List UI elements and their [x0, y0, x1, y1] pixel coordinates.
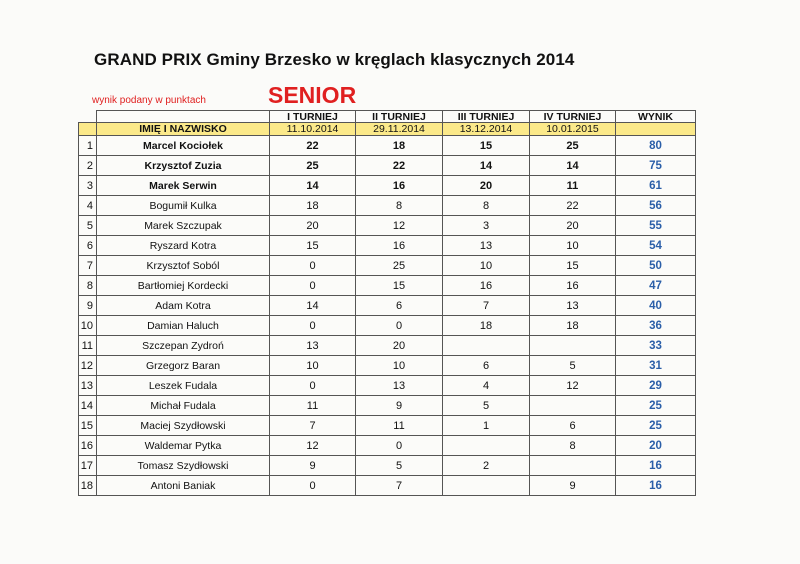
total-cell: 29	[616, 376, 696, 396]
score-t3-cell	[443, 476, 530, 496]
score-t4-cell: 9	[530, 476, 616, 496]
score-t4-cell: 15	[530, 256, 616, 276]
table-row	[79, 476, 696, 496]
score-t2-cell: 0	[356, 436, 443, 456]
name-cell: Marek Szczupak	[97, 216, 270, 236]
score-t1-cell: 10	[270, 356, 356, 376]
place-cell: 14	[79, 396, 97, 416]
score-t1-cell: 15	[270, 236, 356, 256]
date-t2: 29.11.2014	[356, 123, 443, 136]
score-t3-cell: 5	[443, 396, 530, 416]
total-cell: 16	[616, 456, 696, 476]
score-unit-note: wynik podany w punktach	[92, 95, 206, 106]
place-cell: 2	[79, 156, 97, 176]
score-t3-cell	[443, 336, 530, 356]
score-t1-cell: 13	[270, 336, 356, 356]
score-t1-cell: 22	[270, 136, 356, 156]
score-t4-cell: 18	[530, 316, 616, 336]
score-t3-cell: 1	[443, 416, 530, 436]
total-cell: 36	[616, 316, 696, 336]
table-row	[79, 256, 696, 276]
name-cell: Antoni Baniak	[97, 476, 270, 496]
score-t2-cell: 6	[356, 296, 443, 316]
score-t1-cell: 0	[270, 376, 356, 396]
score-t3-cell: 20	[443, 176, 530, 196]
place-cell: 16	[79, 436, 97, 456]
table-row	[79, 416, 696, 436]
score-t3-cell: 15	[443, 136, 530, 156]
score-t2-cell: 16	[356, 236, 443, 256]
score-t4-cell: 22	[530, 196, 616, 216]
score-t3-cell: 3	[443, 216, 530, 236]
score-t2-cell: 16	[356, 176, 443, 196]
score-t4-cell: 16	[530, 276, 616, 296]
name-cell: Ryszard Kotra	[97, 236, 270, 256]
place-cell: 7	[79, 256, 97, 276]
name-cell: Marcel Kociołek	[97, 136, 270, 156]
table-row	[79, 396, 696, 416]
total-cell: 54	[616, 236, 696, 256]
table-row	[79, 176, 696, 196]
score-t1-cell: 14	[270, 176, 356, 196]
table-row	[79, 456, 696, 476]
table-row	[79, 196, 696, 216]
date-row-place	[79, 123, 97, 136]
document-title: GRAND PRIX Gminy Brzesko w kręglach klasycznych 2014	[94, 50, 575, 69]
total-cell: 56	[616, 196, 696, 216]
name-cell: Krzysztof Soból	[97, 256, 270, 276]
place-cell: 8	[79, 276, 97, 296]
score-t4-cell: 11	[530, 176, 616, 196]
total-cell: 20	[616, 436, 696, 456]
place-cell: 12	[79, 356, 97, 376]
score-t2-cell: 18	[356, 136, 443, 156]
score-t3-cell: 14	[443, 156, 530, 176]
name-cell: Bartłomiej Kordecki	[97, 276, 270, 296]
score-t2-cell: 9	[356, 396, 443, 416]
place-cell: 15	[79, 416, 97, 436]
total-cell: 47	[616, 276, 696, 296]
score-t3-cell: 10	[443, 256, 530, 276]
date-t1: 11.10.2014	[270, 123, 356, 136]
table-row	[79, 436, 696, 456]
place-cell: 6	[79, 236, 97, 256]
score-t2-cell: 10	[356, 356, 443, 376]
score-t2-cell: 15	[356, 276, 443, 296]
date-row-total	[616, 123, 696, 136]
place-cell: 3	[79, 176, 97, 196]
name-cell: Leszek Fudala	[97, 376, 270, 396]
table-row	[79, 216, 696, 236]
total-cell: 75	[616, 156, 696, 176]
name-cell: Krzysztof Zuzia	[97, 156, 270, 176]
score-t2-cell: 22	[356, 156, 443, 176]
total-cell: 80	[616, 136, 696, 156]
score-t4-cell	[530, 456, 616, 476]
score-t3-cell: 8	[443, 196, 530, 216]
place-cell: 5	[79, 216, 97, 236]
score-t2-cell: 13	[356, 376, 443, 396]
name-cell: Adam Kotra	[97, 296, 270, 316]
score-t4-cell: 25	[530, 136, 616, 156]
score-t2-cell: 11	[356, 416, 443, 436]
place-cell: 13	[79, 376, 97, 396]
score-t4-cell: 14	[530, 156, 616, 176]
name-cell: Michał Fudala	[97, 396, 270, 416]
score-t2-cell: 0	[356, 316, 443, 336]
total-cell: 31	[616, 356, 696, 376]
score-t2-cell: 12	[356, 216, 443, 236]
score-t1-cell: 25	[270, 156, 356, 176]
place-cell: 17	[79, 456, 97, 476]
name-cell: Waldemar Pytka	[97, 436, 270, 456]
score-t1-cell: 20	[270, 216, 356, 236]
score-t4-cell: 12	[530, 376, 616, 396]
score-t1-cell: 11	[270, 396, 356, 416]
category-label: SENIOR	[268, 82, 357, 108]
table-row	[79, 156, 696, 176]
score-t2-cell: 7	[356, 476, 443, 496]
date-t3: 13.12.2014	[443, 123, 530, 136]
place-cell: 4	[79, 196, 97, 216]
score-t4-cell: 10	[530, 236, 616, 256]
score-t1-cell: 9	[270, 456, 356, 476]
score-t2-cell: 25	[356, 256, 443, 276]
score-t3-cell: 18	[443, 316, 530, 336]
date-row	[79, 123, 696, 136]
name-cell: Tomasz Szydłowski	[97, 456, 270, 476]
score-t1-cell: 0	[270, 476, 356, 496]
score-t2-cell: 8	[356, 196, 443, 216]
table-row	[79, 376, 696, 396]
score-t3-cell: 16	[443, 276, 530, 296]
score-t1-cell: 7	[270, 416, 356, 436]
score-t3-cell	[443, 436, 530, 456]
place-cell: 10	[79, 316, 97, 336]
name-cell: Grzegorz Baran	[97, 356, 270, 376]
place-cell: 9	[79, 296, 97, 316]
header-t3: III TURNIEJ	[443, 111, 530, 123]
name-cell: Damian Haluch	[97, 316, 270, 336]
total-cell: 25	[616, 396, 696, 416]
score-t1-cell: 0	[270, 316, 356, 336]
score-t2-cell: 5	[356, 456, 443, 476]
score-t1-cell: 18	[270, 196, 356, 216]
header-t1: I TURNIEJ	[270, 111, 356, 123]
score-t4-cell: 5	[530, 356, 616, 376]
score-t4-cell: 20	[530, 216, 616, 236]
table-row	[79, 356, 696, 376]
name-cell: Marek Serwin	[97, 176, 270, 196]
place-cell: 18	[79, 476, 97, 496]
total-cell: 50	[616, 256, 696, 276]
table-row	[79, 236, 696, 256]
total-cell: 61	[616, 176, 696, 196]
total-cell: 16	[616, 476, 696, 496]
table-row	[79, 316, 696, 336]
results-table	[78, 110, 696, 496]
table-row	[79, 336, 696, 356]
total-cell: 25	[616, 416, 696, 436]
place-cell: 11	[79, 336, 97, 356]
header-name: IMIĘ I NAZWISKO	[97, 123, 270, 136]
score-t1-cell: 0	[270, 256, 356, 276]
score-t3-cell: 2	[443, 456, 530, 476]
header-t4: IV TURNIEJ	[530, 111, 616, 123]
table-row	[79, 276, 696, 296]
score-t1-cell: 0	[270, 276, 356, 296]
date-t4: 10.01.2015	[530, 123, 616, 136]
header-blank	[79, 111, 97, 123]
header-name-spacer	[97, 111, 270, 123]
place-cell: 1	[79, 136, 97, 156]
score-t4-cell	[530, 396, 616, 416]
score-t4-cell: 8	[530, 436, 616, 456]
total-cell: 33	[616, 336, 696, 356]
score-t4-cell	[530, 336, 616, 356]
score-t1-cell: 14	[270, 296, 356, 316]
name-cell: Szczepan Zydroń	[97, 336, 270, 356]
score-t4-cell: 13	[530, 296, 616, 316]
score-t3-cell: 4	[443, 376, 530, 396]
header-t2: II TURNIEJ	[356, 111, 443, 123]
score-t1-cell: 12	[270, 436, 356, 456]
name-cell: Bogumił Kulka	[97, 196, 270, 216]
score-t3-cell: 6	[443, 356, 530, 376]
name-cell: Maciej Szydłowski	[97, 416, 270, 436]
score-t3-cell: 7	[443, 296, 530, 316]
total-cell: 55	[616, 216, 696, 236]
total-cell: 40	[616, 296, 696, 316]
score-t3-cell: 13	[443, 236, 530, 256]
header-row	[79, 111, 696, 123]
score-t2-cell: 20	[356, 336, 443, 356]
header-total: WYNIK	[616, 111, 696, 123]
score-t4-cell: 6	[530, 416, 616, 436]
table-row	[79, 296, 696, 316]
table-row	[79, 136, 696, 156]
